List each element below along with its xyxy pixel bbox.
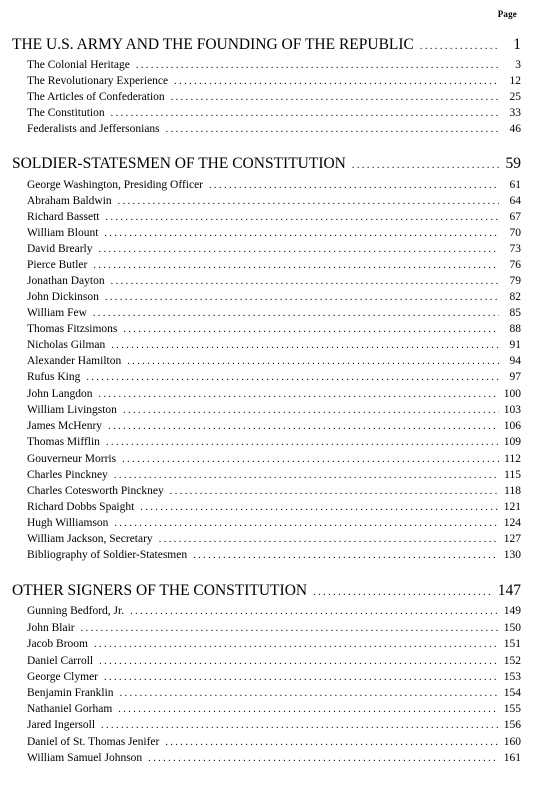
entry-title: Rufus King [27, 371, 81, 383]
toc-entry[interactable] [27, 517, 521, 529]
toc-entry[interactable] [27, 404, 521, 416]
entry-page: 97 [509, 371, 521, 383]
entry-title: Benjamin Franklin [27, 687, 114, 699]
entry-title: John Langdon [27, 388, 93, 400]
entry-title: George Washington, Presiding Officer [27, 179, 204, 191]
entry-page: 153 [503, 671, 521, 683]
dot-leader [122, 454, 499, 465]
dot-leader [130, 606, 499, 617]
toc-entry[interactable] [27, 703, 521, 715]
entry-page: 149 [503, 605, 521, 617]
entry-title: The Articles of Confederation [27, 91, 165, 103]
entry-title: Abraham Baldwin [27, 195, 112, 207]
entry-page: 118 [504, 485, 521, 497]
entry-title: William Samuel Johnson [27, 752, 143, 764]
entry-title: Bibliography of Soldier-Statesmen [27, 549, 188, 561]
toc-entry[interactable] [27, 687, 521, 699]
toc-entry[interactable] [27, 638, 521, 650]
entry-page: 79 [509, 275, 521, 287]
entry-title: George Clymer [27, 671, 99, 683]
entry-title: Charles Cotesworth Pinckney [27, 485, 164, 497]
section-page: 59 [505, 155, 521, 172]
toc-entry[interactable] [27, 123, 521, 135]
entry-title: David Brearly [27, 243, 93, 255]
entry-page: 25 [509, 91, 521, 103]
entry-title: Gouverneur Morris [27, 453, 117, 465]
section-heading[interactable] [12, 36, 521, 54]
toc-entry[interactable] [27, 259, 521, 271]
dot-leader [118, 196, 499, 207]
toc-entry[interactable] [27, 752, 521, 764]
entry-page: 154 [503, 687, 521, 699]
toc-entry[interactable] [27, 388, 521, 400]
entry-title: Thomas Fitzsimons [27, 323, 118, 335]
entry-page: 76 [509, 259, 521, 271]
entry-title: Charles Pinckney [27, 469, 108, 481]
entry-title: Gunning Bedford, Jr. [27, 605, 125, 617]
toc-entry[interactable] [27, 211, 521, 223]
dot-leader [99, 656, 499, 667]
dot-leader [118, 704, 499, 715]
dot-leader [93, 260, 499, 271]
dot-leader [159, 534, 499, 545]
dot-leader [120, 688, 499, 699]
entry-page: 156 [503, 719, 521, 731]
entry-page: 100 [503, 388, 521, 400]
entry-page: 115 [504, 469, 521, 481]
dot-leader [104, 672, 499, 683]
entry-title: The Revolutionary Experience [27, 75, 169, 87]
section-page: 1 [513, 36, 521, 53]
entry-page: 127 [503, 533, 521, 545]
page-column-label: Page [497, 9, 517, 19]
dot-leader [140, 502, 499, 513]
entry-page: 73 [509, 243, 521, 255]
dot-leader [94, 639, 499, 650]
dot-leader [170, 486, 499, 497]
entry-title: Jonathan Dayton [27, 275, 105, 287]
entry-title: Richard Dobbs Spaight [27, 501, 135, 513]
dot-leader [98, 389, 499, 400]
entry-title: Nathaniel Gorham [27, 703, 113, 715]
dot-leader [111, 340, 499, 351]
toc-entry[interactable] [27, 549, 521, 561]
dot-leader [104, 228, 499, 239]
dot-leader [174, 76, 499, 87]
entry-page: 94 [509, 355, 521, 367]
dot-leader [81, 623, 499, 634]
toc-entry[interactable] [27, 371, 521, 383]
entry-page: 161 [503, 752, 521, 764]
toc-entry[interactable] [27, 605, 521, 617]
entry-title: Daniel Carroll [27, 655, 94, 667]
toc-entry[interactable] [27, 75, 521, 87]
toc-entry[interactable] [27, 323, 521, 335]
dot-leader [313, 587, 494, 598]
section-page: 147 [497, 582, 521, 599]
entry-page: 109 [503, 436, 521, 448]
entry-title: John Blair [27, 622, 75, 634]
entry-page: 88 [509, 323, 521, 335]
entry-page: 82 [509, 291, 521, 303]
toc-entry[interactable] [27, 420, 521, 432]
entry-title: Richard Bassett [27, 211, 100, 223]
entry-title: Alexander Hamilton [27, 355, 122, 367]
dot-leader [98, 244, 499, 255]
entry-page: 85 [509, 307, 521, 319]
dot-leader [86, 372, 499, 383]
entry-page: 152 [503, 655, 521, 667]
toc-entry[interactable] [27, 339, 521, 351]
entry-title: William Few [27, 307, 87, 319]
entry-title: Daniel of St. Thomas Jenifer [27, 736, 160, 748]
toc-entry[interactable] [27, 195, 521, 207]
dot-leader [111, 108, 499, 119]
toc-entry[interactable] [27, 719, 521, 731]
section-title: SOLDIER-STATESMEN OF THE CONSTITUTION [12, 155, 346, 172]
toc-entry[interactable] [27, 59, 521, 71]
entry-page: 70 [509, 227, 521, 239]
entry-title: Pierce Butler [27, 259, 88, 271]
entry-title: William Livingston [27, 404, 117, 416]
entry-title: Hugh Williamson [27, 517, 109, 529]
dot-leader [123, 324, 499, 335]
dot-leader [127, 356, 499, 367]
entry-page: 150 [503, 622, 521, 634]
entry-page: 91 [509, 339, 521, 351]
entry-page: 67 [509, 211, 521, 223]
toc-entry[interactable] [27, 622, 521, 634]
section-title: THE U.S. ARMY AND THE FOUNDING OF THE REPUBLIC [12, 36, 414, 53]
entry-title: William Jackson, Secretary [27, 533, 153, 545]
toc-entry[interactable] [27, 736, 521, 748]
section-heading[interactable] [12, 582, 521, 600]
entry-page: 46 [509, 123, 521, 135]
toc-entry[interactable] [27, 275, 521, 287]
toc-entry[interactable] [27, 243, 521, 255]
entry-page: 124 [503, 517, 521, 529]
dot-leader [352, 160, 499, 171]
dot-leader [101, 720, 499, 731]
toc-entry[interactable] [27, 671, 521, 683]
entry-title: Nicholas Gilman [27, 339, 106, 351]
entry-title: James McHenry [27, 420, 103, 432]
entry-page: 33 [509, 107, 521, 119]
dot-leader [193, 550, 499, 561]
entry-page: 112 [504, 453, 521, 465]
entry-page: 106 [503, 420, 521, 432]
dot-leader [166, 124, 499, 135]
dot-leader [93, 308, 499, 319]
toc-entry[interactable] [27, 436, 521, 448]
dot-leader [106, 437, 499, 448]
toc-entry[interactable] [27, 533, 521, 545]
entry-page: 160 [503, 736, 521, 748]
section-title: OTHER SIGNERS OF THE CONSTITUTION [12, 582, 308, 599]
dot-leader [148, 753, 499, 764]
dot-leader [165, 737, 499, 748]
dot-leader [108, 421, 499, 432]
toc-entry[interactable] [27, 107, 521, 119]
toc-entry[interactable] [27, 227, 521, 239]
dot-leader [420, 41, 499, 52]
entry-page: 121 [503, 501, 521, 513]
toc-entry[interactable] [27, 485, 521, 497]
dot-leader [123, 405, 499, 416]
toc-entry[interactable] [27, 91, 521, 103]
toc-entry[interactable] [27, 307, 521, 319]
entry-title: John Dickinson [27, 291, 99, 303]
dot-leader [209, 180, 499, 191]
dot-leader [136, 60, 499, 71]
toc-entry[interactable] [27, 291, 521, 303]
entry-title: William Blount [27, 227, 99, 239]
entry-page: 3 [515, 59, 521, 71]
entry-page: 61 [509, 179, 521, 191]
entry-title: Thomas Mifflin [27, 436, 100, 448]
dot-leader [171, 92, 499, 103]
toc-entry[interactable] [27, 179, 521, 191]
entry-page: 151 [503, 638, 521, 650]
dot-leader [114, 470, 499, 481]
entry-title: Jared Ingersoll [27, 719, 96, 731]
section-heading[interactable] [12, 155, 521, 173]
dot-leader [111, 276, 499, 287]
entry-page: 103 [503, 404, 521, 416]
entry-title: The Constitution [27, 107, 105, 119]
toc-entry[interactable] [27, 469, 521, 481]
entry-title: Jacob Broom [27, 638, 89, 650]
toc-entry[interactable] [27, 501, 521, 513]
entry-page: 64 [509, 195, 521, 207]
entry-title: The Colonial Heritage [27, 59, 130, 71]
toc-entry[interactable] [27, 355, 521, 367]
dot-leader [106, 212, 500, 223]
toc-entry[interactable] [27, 453, 521, 465]
dot-leader [114, 518, 499, 529]
toc-entry[interactable] [27, 655, 521, 667]
entry-page: 130 [503, 549, 521, 561]
entry-page: 12 [509, 75, 521, 87]
dot-leader [105, 292, 499, 303]
entry-title: Federalists and Jeffersonians [27, 123, 160, 135]
entry-page: 155 [503, 703, 521, 715]
